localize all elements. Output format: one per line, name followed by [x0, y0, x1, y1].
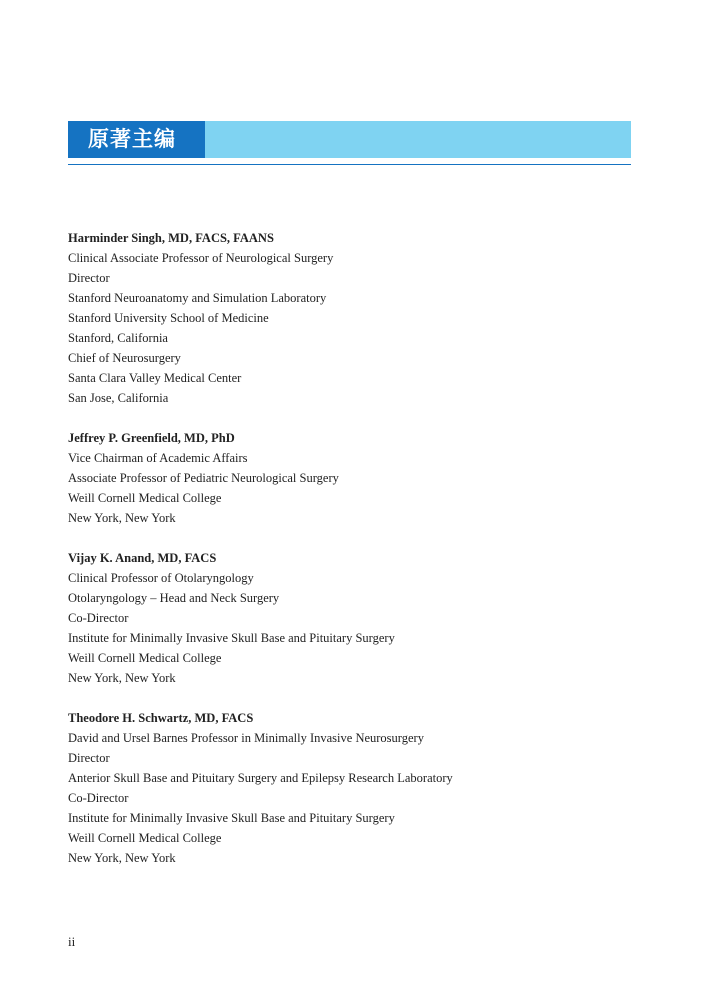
editor-detail-line: Otolaryngology – Head and Neck Surgery	[68, 591, 280, 605]
editor-name: Vijay K. Anand, MD, FACS	[68, 551, 217, 565]
editor-detail-line: Institute for Minimally Invasive Skull Base and Pituitary Surgery	[68, 811, 395, 825]
page-number: ii	[68, 934, 76, 949]
editor-detail-line: Weill Cornell Medical College	[68, 491, 222, 505]
editor-detail-line: New York, New York	[68, 851, 176, 865]
editor-name: Theodore H. Schwartz, MD, FACS	[68, 711, 254, 725]
editor-detail-line: San Jose, California	[68, 391, 169, 405]
editor-detail-line: Stanford, California	[68, 331, 168, 345]
editor-entry	[68, 228, 668, 408]
editor-detail-line: Co-Director	[68, 791, 129, 805]
section-header-bar	[68, 121, 631, 158]
editor-name: Jeffrey P. Greenfield, MD, PhD	[68, 431, 235, 445]
editor-entry	[68, 708, 668, 868]
editor-detail-line: Co-Director	[68, 611, 129, 625]
editor-detail-line: Vice Chairman of Academic Affairs	[68, 451, 248, 465]
editor-detail-line: Associate Professor of Pediatric Neurological Surgery	[68, 471, 339, 485]
editor-detail-line: Anterior Skull Base and Pituitary Surgery and Epilepsy Research Laboratory	[68, 771, 453, 785]
editor-entry	[68, 548, 668, 688]
editor-detail-line: Santa Clara Valley Medical Center	[68, 371, 242, 385]
editor-detail-line: Director	[68, 751, 110, 765]
editor-entry	[68, 428, 668, 528]
editor-detail-line: Stanford University School of Medicine	[68, 311, 269, 325]
editor-list	[68, 228, 668, 888]
editor-detail-line: Director	[68, 271, 110, 285]
editor-name: Harminder Singh, MD, FACS, FAANS	[68, 231, 274, 245]
section-title: 原著主编	[68, 121, 205, 158]
editor-detail-line: Institute for Minimally Invasive Skull Base and Pituitary Surgery	[68, 631, 395, 645]
editor-detail-line: Clinical Professor of Otolaryngology	[68, 571, 254, 585]
editor-detail-line: David and Ursel Barnes Professor in Minimally Invasive Neurosurgery	[68, 731, 424, 745]
editor-detail-line: Clinical Associate Professor of Neurological Surgery	[68, 251, 334, 265]
editor-detail-line: Weill Cornell Medical College	[68, 831, 222, 845]
editor-detail-line: Chief of Neurosurgery	[68, 351, 181, 365]
header-divider	[68, 164, 631, 165]
editor-detail-line: Stanford Neuroanatomy and Simulation Laboratory	[68, 291, 327, 305]
editor-detail-line: New York, New York	[68, 511, 176, 525]
editor-detail-line: Weill Cornell Medical College	[68, 651, 222, 665]
editor-detail-line: New York, New York	[68, 671, 176, 685]
